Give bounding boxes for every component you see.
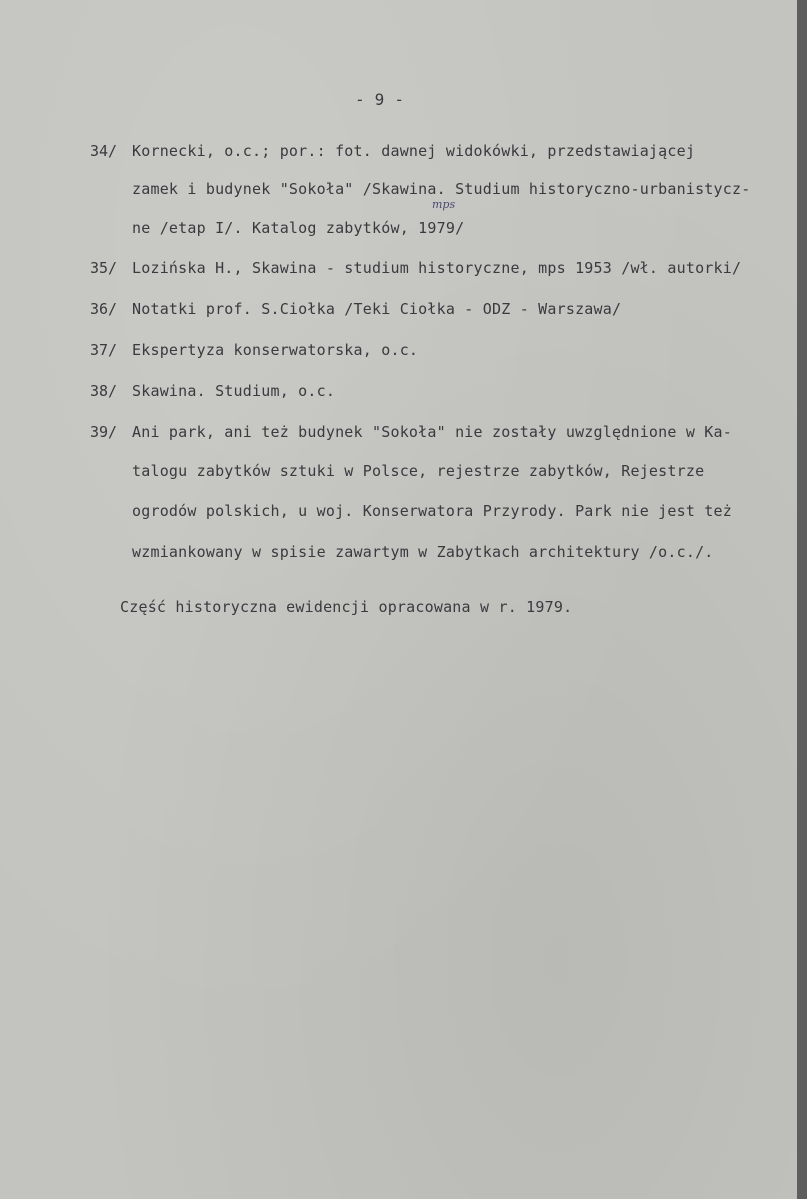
closing-statement: Część historyczna ewidencji opracowana w r. 1979. (120, 598, 573, 616)
footnote-number-35: 35/ (90, 259, 118, 277)
footnote-39-line-3: ogrodów polskich, u woj. Konserwatora Przyrody. Park nie jest też (132, 502, 732, 520)
scan-border (797, 0, 807, 1199)
footnote-38-line-1: Skawina. Studium, o.c. (132, 382, 336, 400)
footnote-34-line-1: Kornecki, o.c.; por.: fot. dawnej widokówki, przedstawiającej (132, 142, 696, 160)
handwritten-correction: mps (432, 198, 456, 211)
footnote-34-line-2: zamek i budynek "Sokoła" /Skawina. Studium historyczno-urbanistycz- (132, 180, 751, 198)
footnote-number-39: 39/ (90, 423, 118, 441)
page-number: - 9 - (355, 90, 405, 109)
footnote-number-34: 34/ (90, 142, 118, 160)
footnote-39-line-1: Ani park, ani też budynek "Sokoła" nie zostały uwzględnione w Ka- (132, 423, 732, 441)
footnote-number-36: 36/ (90, 300, 118, 318)
footnote-39-line-4: wzmiankowany w spisie zawartym w Zabytkach architektury /o.c./. (132, 543, 714, 561)
footnote-35-line-1: Lozińska H., Skawina - studium historyczne, mps 1953 /wł. autorki/ (132, 259, 742, 277)
footnote-number-38: 38/ (90, 382, 118, 400)
footnote-39-line-2: talogu zabytków sztuki w Polsce, rejestrze zabytków, Rejestrze (132, 462, 705, 480)
footnote-34-line-3: ne /etap I/. Katalog zabytków, 1979/ (132, 219, 465, 237)
footnote-36-line-1: Notatki prof. S.Ciołka /Teki Ciołka - ODZ - Warszawa/ (132, 300, 622, 318)
footnote-37-line-1: Ekspertyza konserwatorska, o.c. (132, 341, 419, 359)
footnote-number-37: 37/ (90, 341, 118, 359)
